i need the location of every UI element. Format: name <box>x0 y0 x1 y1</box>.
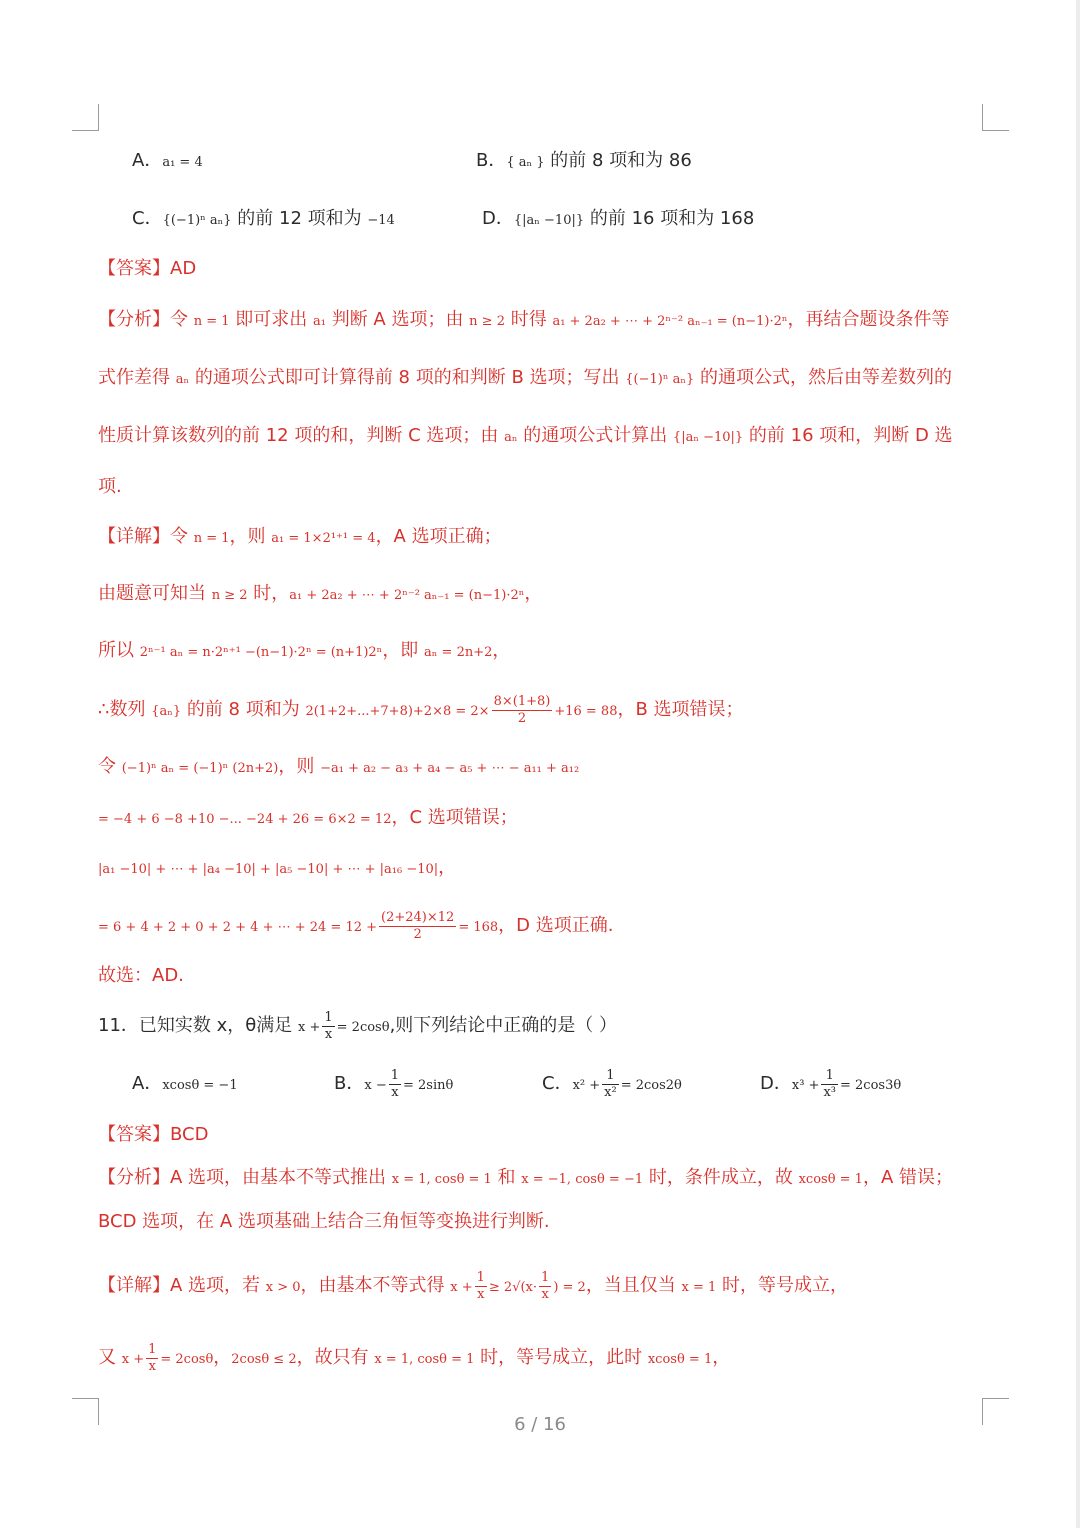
text-span: 1 <box>324 1009 333 1025</box>
text-span: x = 1 <box>681 1280 717 1295</box>
fraction <box>602 1068 619 1101</box>
q10-detail-line-5 <box>98 754 579 782</box>
text-span: 和 <box>491 1167 522 1188</box>
q10-detail-line-4 <box>98 690 744 732</box>
text-span: 2ⁿ⁻¹ aₙ = n·2ⁿ⁺¹ −(n−1)·2ⁿ = (n+1)2ⁿ <box>139 645 383 660</box>
q11-option-a <box>132 1064 238 1106</box>
text-span: 所以 <box>98 640 140 661</box>
text-span: a₁ <box>313 314 326 329</box>
text-span: ，C 选项错误； <box>391 807 518 828</box>
text-span: = −4 + 6 −8 +10 −... −24 + 26 = 6×2 = 12 <box>98 812 392 827</box>
text-span: 的前 16 项和，判断 D 选 <box>743 425 953 446</box>
text-span: { aₙ } <box>506 155 545 170</box>
text-span: 即可求出 <box>229 309 313 330</box>
text-span: ， <box>712 1347 731 1368</box>
text-span: BCD 选项，在 A 选项基础上结合三角恒等变换进行判断. <box>98 1211 550 1232</box>
text-span: 判断 A 选项；由 <box>325 309 470 330</box>
fraction <box>475 1270 487 1303</box>
text-span: 的通项公式即可计算得前 8 项的和判断 B 选项；写出 <box>189 367 626 388</box>
q11-option-c <box>542 1064 682 1106</box>
q10-analysis-line-2 <box>98 365 952 393</box>
text-span: x <box>324 1026 333 1042</box>
q10-option-d <box>482 206 754 234</box>
fraction <box>379 910 456 943</box>
q11-analysis-line-2 <box>98 1209 550 1235</box>
text-span: = 168 <box>458 920 499 935</box>
text-span: 式作差得 <box>98 367 176 388</box>
text-span: 性质计算该数列的前 12 项的和，判断 C 选项；由 <box>98 425 505 446</box>
text-span: x <box>477 1286 485 1302</box>
text-span: ，故只有 <box>296 1347 375 1368</box>
text-span: |a₁ −10| + ⋯ + |a₄ −10| + |a₅ −10| + ⋯ + |a₁₆ −10| <box>98 862 439 877</box>
text-span: x² <box>604 1084 617 1100</box>
text-span: {aₙ} <box>151 704 182 719</box>
text-span: −a₁ + a₂ − a₃ + a₄ − a₅ + ⋯ − a₁₁ + a₁₂ <box>320 761 580 776</box>
text-span: 2 <box>413 926 422 942</box>
text-span: n ≥ 2 <box>469 314 505 329</box>
q11-analysis-line-1 <box>98 1165 953 1193</box>
text-span: ，当且仅当 <box>585 1275 682 1296</box>
text-span: x = −1, cosθ = −1 <box>521 1172 644 1187</box>
text-span: ,则下列结论中正确的是（ ） <box>389 1015 618 1036</box>
text-span: ，则 <box>229 526 272 547</box>
text-span: 1 <box>148 1341 157 1357</box>
text-span: = 2sinθ <box>403 1078 454 1093</box>
text-span: −14 <box>367 213 395 228</box>
corner-mark-top-left <box>72 104 99 131</box>
text-span: 2cosθ ≤ 2 <box>231 1352 297 1367</box>
text-span: x + <box>450 1280 473 1295</box>
text-span: x² + <box>572 1078 601 1093</box>
text-span: {(−1)ⁿ aₙ} <box>625 372 695 387</box>
text-span: 时， <box>247 583 290 604</box>
text-span: B． <box>334 1073 365 1094</box>
text-span: x <box>541 1286 549 1302</box>
q10-detail-line-3 <box>98 638 510 666</box>
text-span: ∴数列 <box>98 699 152 720</box>
text-span: x <box>391 1084 399 1100</box>
text-span: aₙ = 2n+2 <box>424 645 493 660</box>
text-span: xcosθ = 1 <box>647 1352 713 1367</box>
q11-option-b <box>334 1064 453 1106</box>
text-span: 【详解】A 选项，若 <box>98 1275 266 1296</box>
page-number: 6 / 16 <box>514 1414 566 1435</box>
text-span: ， <box>438 857 457 878</box>
text-span: xcosθ = −1 <box>162 1078 238 1093</box>
text-span: 的通项公式计算出 <box>517 425 673 446</box>
text-span: 11．已知实数 x，θ满足 <box>98 1015 299 1036</box>
text-span: ，由基本不等式得 <box>300 1275 451 1296</box>
text-span: a₁ + 2a₂ + ⋯ + 2ⁿ⁻² aₙ₋₁ = (n−1)·2ⁿ <box>289 588 525 603</box>
text-span: 1 <box>390 1067 399 1083</box>
text-span: x − <box>364 1078 387 1093</box>
text-span: 1 <box>821 1068 838 1085</box>
text-span: = 2cos2θ <box>620 1078 682 1093</box>
text-span: 时，等号成立， <box>716 1275 849 1296</box>
q10-analysis-line-3 <box>98 423 953 451</box>
text-span: x³ <box>823 1084 836 1100</box>
text-span: n = 1 <box>193 531 230 546</box>
text-span: ，则 <box>278 756 321 777</box>
text-span: 【分析】A 选项，由基本不等式推出 <box>98 1167 392 1188</box>
text-span: x + <box>121 1352 145 1367</box>
text-span: ，A 错误； <box>862 1167 953 1188</box>
text-span: 又 <box>98 1347 122 1368</box>
q10-analysis-line-1 <box>98 307 950 335</box>
text-span: +16 = 88 <box>554 704 618 719</box>
text-span: = 2cosθ <box>336 1020 390 1035</box>
q10-detail-line-2 <box>98 581 542 609</box>
text-span: 时，等号成立，此时 <box>474 1347 648 1368</box>
text-span: 故选：AD. <box>98 965 184 986</box>
text-span: ， <box>213 1347 232 1368</box>
text-span: ) = 2 <box>553 1280 586 1295</box>
text-span: 【详解】令 <box>98 526 194 547</box>
text-span: aₙ <box>504 430 518 445</box>
text-span: 8×(1+8) <box>493 693 551 709</box>
text-span: 的通项公式，然后由等差数列的 <box>694 367 952 388</box>
text-span: x = 1, cosθ = 1 <box>374 1352 475 1367</box>
text-span: aₙ <box>175 372 190 387</box>
q10-option-a <box>132 148 203 176</box>
text-span: = 2cos3θ <box>840 1078 902 1093</box>
text-span: n ≥ 2 <box>211 588 248 603</box>
text-span: D． <box>482 208 514 229</box>
text-span: {|aₙ −10|} <box>672 430 744 445</box>
fraction <box>492 694 553 727</box>
q10-detail-line-6 <box>98 805 518 833</box>
page-edge <box>1076 0 1080 1528</box>
text-span: 项. <box>98 476 122 497</box>
text-span: D． <box>760 1073 792 1094</box>
text-span: x <box>148 1358 156 1374</box>
q10-conclusion <box>98 963 184 989</box>
text-span: ，D 选项正确. <box>498 915 614 936</box>
text-span: 1 <box>476 1269 485 1285</box>
q10-option-c <box>132 206 395 234</box>
fraction <box>146 1342 158 1375</box>
q10-detail-line-1 <box>98 524 502 552</box>
text-span: 1 <box>602 1068 619 1085</box>
text-span: x + <box>298 1020 321 1035</box>
text-span: a₁ = 1×2¹⁺¹ = 4 <box>271 531 376 546</box>
text-span: 由题意可知当 <box>98 583 212 604</box>
text-span: 的前 8 项和为 <box>181 699 306 720</box>
text-span: a₁ + 2a₂ + ⋯ + 2ⁿ⁻² aₙ₋₁ = (n−1)·2ⁿ <box>552 314 788 329</box>
q11-detail-line-1 <box>98 1266 848 1308</box>
text-span: 时得 <box>504 309 553 330</box>
fraction <box>322 1010 334 1043</box>
text-span: {(−1)ⁿ aₙ} <box>162 213 232 228</box>
q10-answer: 【答案】AD <box>98 258 197 279</box>
text-span: {|aₙ −10|} <box>513 213 585 228</box>
fraction <box>539 1270 551 1303</box>
text-span: ，A 选项正确； <box>375 526 502 547</box>
text-span: x > 0 <box>265 1280 301 1295</box>
text-span: ，再结合题设条件等 <box>787 309 950 330</box>
text-span: A． <box>132 1073 163 1094</box>
text-span: n = 1 <box>193 314 230 329</box>
corner-mark-top-right <box>982 104 1009 131</box>
q10-option-b <box>476 148 692 176</box>
q10-analysis-line-4 <box>98 474 122 500</box>
text-span: 2(1+2+...+7+8)+2×8 = 2× <box>305 704 490 719</box>
text-span: B． <box>476 150 507 171</box>
q11-option-d <box>760 1064 901 1106</box>
text-span: ， <box>524 583 543 604</box>
text-span: a₁ = 4 <box>162 155 203 170</box>
text-span: A． <box>132 150 163 171</box>
text-span: x³ + <box>791 1078 820 1093</box>
text-span: ，B 选项错误； <box>617 699 744 720</box>
text-span: 的前 8 项和为 86 <box>544 150 692 171</box>
fraction <box>821 1068 838 1101</box>
text-span: ， <box>492 640 511 661</box>
q11-stem <box>98 1006 617 1048</box>
text-span: ，即 <box>382 640 425 661</box>
text-span: C． <box>542 1073 573 1094</box>
text-span: 的前 16 项和为 168 <box>584 208 755 229</box>
text-span: x = 1, cosθ = 1 <box>391 1172 492 1187</box>
q11-answer: 【答案】BCD <box>98 1124 209 1145</box>
q10-detail-line-7 <box>98 855 456 883</box>
text-span: 的前 12 项和为 <box>231 208 368 229</box>
text-span: 1 <box>541 1269 550 1285</box>
text-span: = 6 + 4 + 2 + 0 + 2 + 4 + ⋯ + 24 = 12 + <box>98 920 378 935</box>
text-span: 2 <box>517 710 527 726</box>
text-span: = 2cosθ <box>160 1352 214 1367</box>
text-span: ≥ 2√(x· <box>488 1280 538 1295</box>
text-span: xcosθ = 1 <box>798 1172 863 1187</box>
q11-detail-line-2 <box>98 1338 730 1380</box>
text-span: 令 <box>98 756 122 777</box>
text-span: 【分析】令 <box>98 309 194 330</box>
text-span: C． <box>132 208 163 229</box>
fraction <box>389 1068 401 1101</box>
text-span: 时，条件成立，故 <box>643 1167 799 1188</box>
text-span: (−1)ⁿ aₙ = (−1)ⁿ (2n+2) <box>121 761 279 776</box>
q10-detail-line-8 <box>98 906 613 948</box>
text-span: (2+24)×12 <box>381 909 455 925</box>
